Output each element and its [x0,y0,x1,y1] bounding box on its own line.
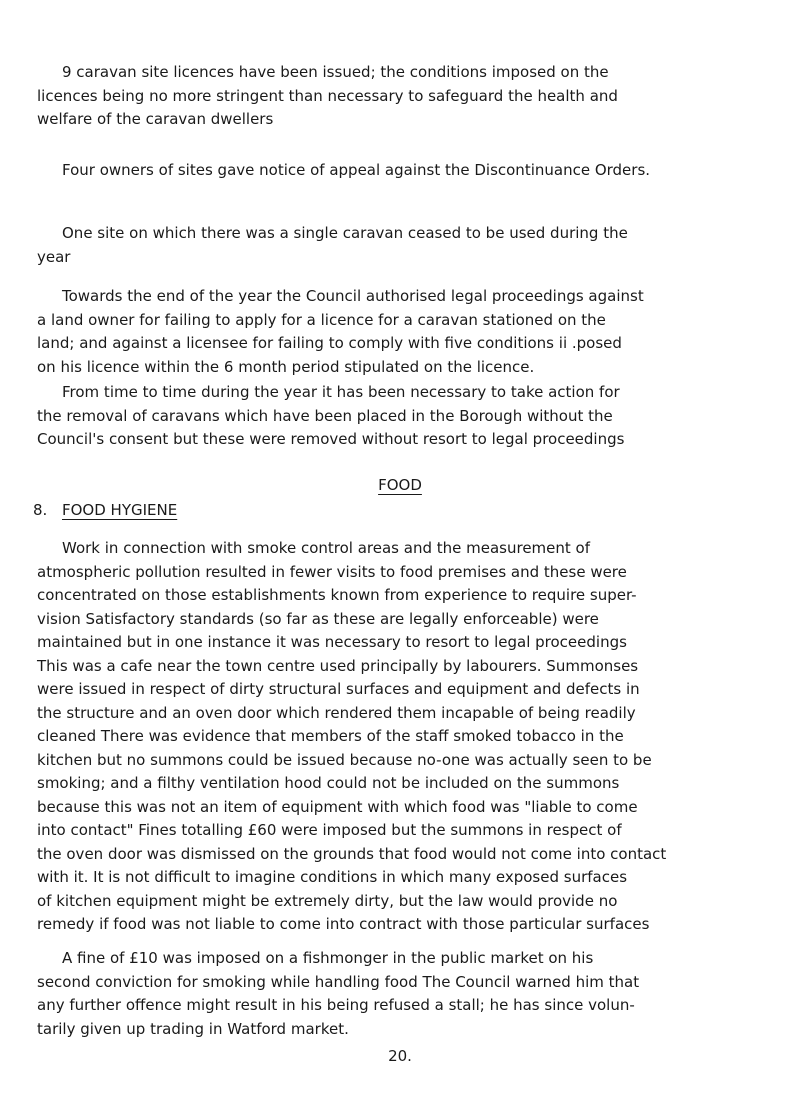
text-line: smoking; and a filthy ventilation hood could not be included on the summons [37,774,620,792]
paragraph-caravan-licences [37,61,742,132]
paragraph-fishmonger [37,947,742,1041]
text-line: Work in connection with smoke control areas and the measurement of [62,539,590,557]
text-line: One site on which there was a single caravan ceased to be used during the [62,224,628,242]
text-line: tarily given up trading in Watford market. [37,1019,349,1038]
text-line: kitchen but no summons could be issued because no-one was actually seen to be [37,750,652,769]
text-line: Council's consent but these were removed without resort to legal proceedings [37,430,625,448]
text-line: the structure and an oven door which rendered them incapable of being readily [37,703,636,722]
text-line: the removal of caravans which have been placed in the Borough without the [37,406,613,425]
section-heading-food-hygiene [33,500,177,520]
text-line: land; and against a licensee for failing to comply with five conditions ii .posed [37,334,622,352]
text-line: into contact" Fines totalling £60 were imposed but the summons in respect of [37,821,622,839]
text-line: remedy if food was not liable to come into contract with those particular surfaces [37,915,650,933]
text-line: of kitchen equipment might be extremely dirty, but the law would provide no [37,891,618,910]
paragraph-caravan-removal [37,381,742,452]
text-line: the oven door was dismissed on the grounds that food would not come into contact [37,844,667,863]
text-line: year [37,247,71,266]
text-line: maintained but in one instance it was necessary to resort to legal proceedings [37,633,627,651]
page-number: 20. [388,1047,412,1065]
text-line: were issued in respect of dirty structural surfaces and equipment and defects in [37,680,640,698]
text-line: A fine of £10 was imposed on a fishmonger in the public market on his [62,949,594,967]
text-line: This was a cafe near the town centre used principally by labourers. Summonses [37,656,639,675]
text-line: on his licence within the 6 month period stipulated on the licence. [37,357,535,376]
paragraph-food-hygiene-work [37,537,742,937]
text-line: From time to time during the year it has been necessary to take action for [62,383,620,401]
heading-food-text: FOOD [378,476,422,494]
text-line: welfare of the caravan dwellers [37,110,274,128]
text-line: 9 caravan site licences have been issued; the conditions imposed on the [62,63,609,81]
text-line: because this was not an item of equipment with which food was "liable to come [37,797,638,816]
paragraph-appeals [62,159,742,183]
text-line: Towards the end of the year the Council authorised legal proceedings against [62,287,644,305]
text-line: concentrated on those establishments known from experience to require super- [37,586,637,604]
text-line: a land owner for failing to apply for a licence for a caravan stationed on the [37,310,606,329]
section-number: 8. [33,501,48,519]
text-line: licences being no more stringent than necessary to safeguard the health and [37,86,618,105]
section-title: FOOD HYGIENE [62,501,178,519]
text-line: Four owners of sites gave notice of appeal against the Discontinuance Orders. [62,161,651,179]
text-line: second conviction for smoking while handling food The Council warned him that [37,972,640,991]
heading-food [0,475,800,495]
paragraph-legal-proceedings [37,285,742,379]
paragraph-site-ceased [37,222,742,269]
text-line: vision Satisfactory standards (so far as these are legally enforceable) were [37,609,599,628]
text-line: atmospheric pollution resulted in fewer visits to food premises and these were [37,562,627,581]
text-line: with it. It is not difficult to imagine conditions in which many exposed surfaces [37,868,628,886]
text-line: cleaned There was evidence that members of the staff smoked tobacco in the [37,727,624,745]
text-line: any further offence might result in his being refused a stall; he has since volun- [37,996,635,1014]
